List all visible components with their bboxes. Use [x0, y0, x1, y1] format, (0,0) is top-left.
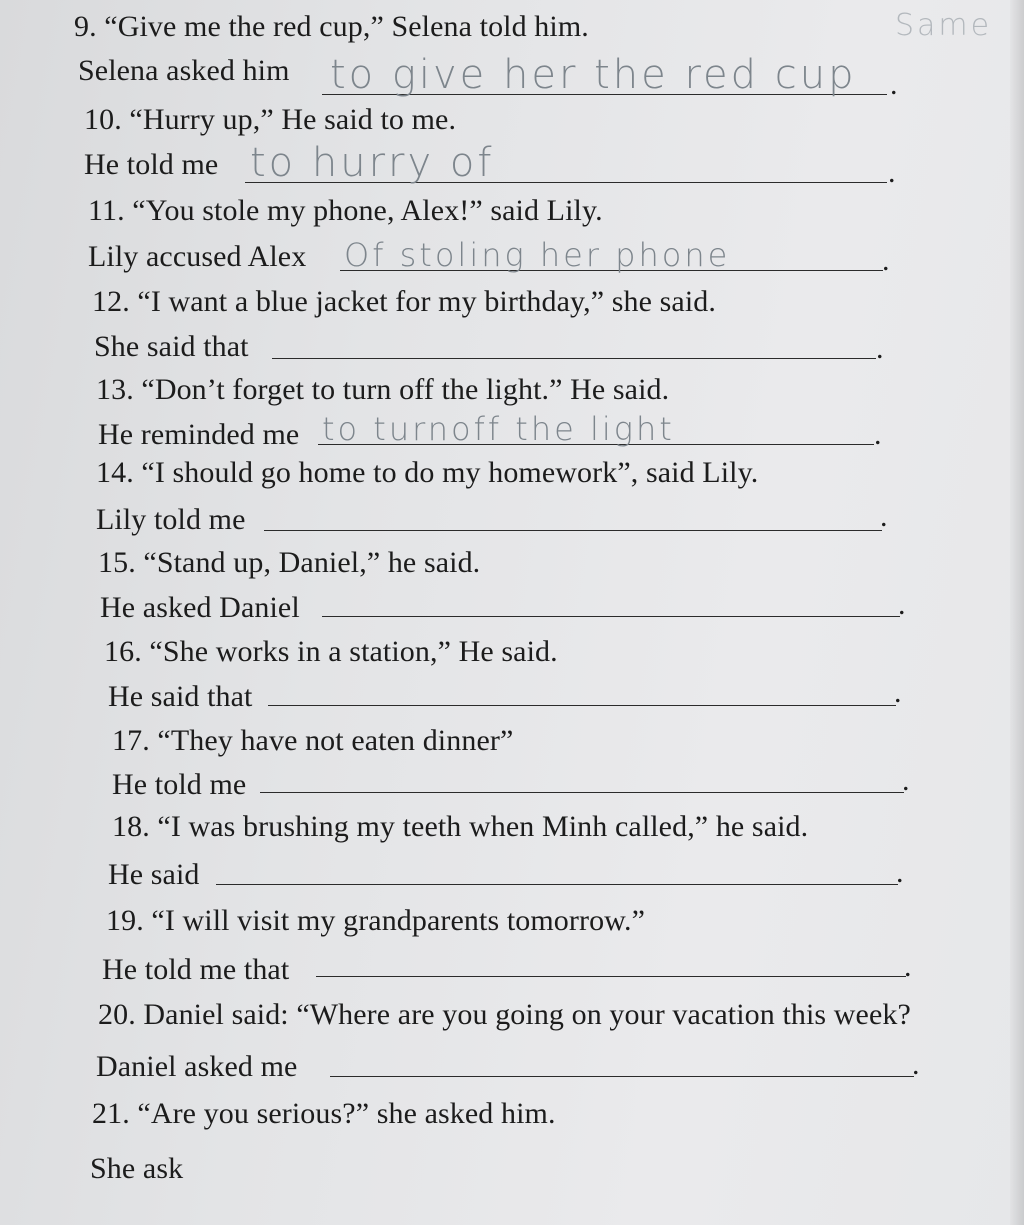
question-10-handwritten-answer: to hurry of	[250, 140, 495, 186]
question-12-prompt: 12. “I want a blue jacket for my birthday,” she said.	[92, 285, 716, 318]
question-20-stem: Daniel asked me	[96, 1050, 298, 1083]
question-14-answer-blank[interactable]	[264, 530, 882, 531]
question-18-period: .	[896, 856, 904, 889]
question-17-prompt: 17. “They have not eaten dinner”	[112, 724, 514, 757]
question-20-period: .	[912, 1048, 920, 1081]
question-12-stem: She said that	[94, 330, 249, 363]
question-11-prompt: 11. “You stole my phone, Alex!” said Lily.	[88, 194, 603, 227]
question-10-prompt: 10. “Hurry up,” He said to me.	[84, 103, 457, 136]
question-13-prompt: 13. “Don’t forget to turn off the light.” He said.	[96, 373, 670, 406]
question-14-stem: Lily told me	[96, 503, 246, 536]
question-11-period: .	[882, 244, 890, 277]
question-9-handwritten-answer: to give her the red cup	[330, 52, 857, 98]
question-13-handwritten-answer: to turnoff the light	[322, 410, 675, 448]
question-15-prompt: 15. “Stand up, Daniel,” he said.	[98, 546, 481, 579]
question-17-answer-blank[interactable]	[260, 792, 904, 793]
question-15-period: .	[898, 588, 906, 621]
question-17-stem: He told me	[112, 768, 247, 801]
question-11-handwritten-answer: Of stoling her phone	[344, 236, 731, 274]
question-19-stem: He told me that	[102, 953, 290, 986]
question-9-prompt: 9. “Give me the red cup,” Selena told him.	[74, 10, 589, 43]
corner-handwritten-note: Same	[895, 8, 993, 43]
question-16-prompt: 16. “She works in a station,” He said.	[104, 635, 558, 668]
question-18-prompt: 18. “I was brushing my teeth when Minh called,” he said.	[112, 810, 809, 843]
question-16-stem: He said that	[108, 680, 253, 713]
question-16-period: .	[894, 676, 902, 709]
question-21-stem: She ask	[90, 1152, 184, 1185]
question-12-answer-blank[interactable]	[272, 358, 876, 359]
question-9-stem: Selena asked him	[78, 54, 290, 87]
question-18-answer-blank[interactable]	[216, 884, 898, 885]
question-9-period: .	[890, 68, 898, 101]
paper-edge-shadow	[1010, 0, 1024, 1225]
question-15-answer-blank[interactable]	[322, 616, 900, 617]
question-18-stem: He said	[108, 858, 200, 891]
question-21-prompt: 21. “Are you serious?” she asked him.	[92, 1097, 556, 1130]
question-20-answer-blank[interactable]	[330, 1076, 914, 1077]
question-19-answer-blank[interactable]	[316, 976, 906, 977]
question-10-period: .	[888, 156, 896, 189]
question-11-stem: Lily accused Alex	[88, 240, 307, 273]
question-15-stem: He asked Daniel	[100, 591, 300, 624]
question-19-period: .	[904, 950, 912, 983]
question-14-prompt: 14. “I should go home to do my homework”, said Lily.	[96, 456, 759, 489]
question-17-period: .	[902, 764, 910, 797]
question-20-prompt: 20. Daniel said: “Where are you going on your vacation this week?	[98, 998, 911, 1031]
question-12-period: .	[876, 332, 884, 365]
question-16-answer-blank[interactable]	[268, 705, 896, 706]
question-14-period: .	[880, 500, 888, 533]
question-13-period: .	[874, 418, 882, 451]
question-13-stem: He reminded me	[98, 418, 300, 451]
question-19-prompt: 19. “I will visit my grandparents tomorrow.”	[106, 904, 646, 937]
question-10-stem: He told me	[84, 148, 219, 181]
